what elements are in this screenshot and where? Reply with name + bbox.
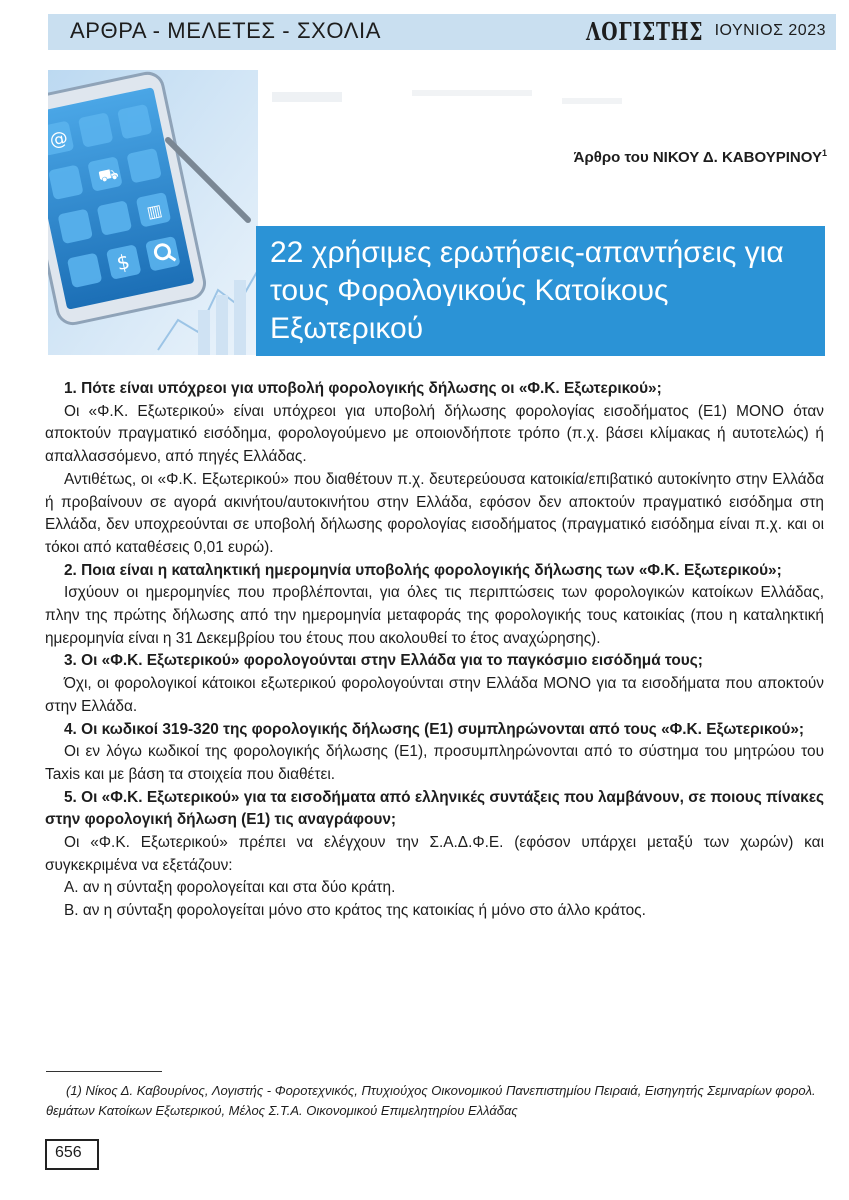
question-paragraph: 3. Οι «Φ.Κ. Εξωτερικού» φορολογούνται στην Ελλάδα για το παγκόσμιο εισόδημά τους; xyxy=(64,652,703,670)
answer-paragraph: Οι «Φ.Κ. Εξωτερικού» πρέπει να ελέγχουν την Σ.Α.Δ.Φ.Ε. (εφόσον υπάρχει μεταξύ των χωρών) και συγκεκριμένα να εξετάζουν: xyxy=(45,834,824,874)
footnote: (1) Νίκος Δ. Καβουρίνος, Λογιστής - Φοροτεχνικός, Πτυχιούχος Οικονομικού Πανεπιστημίου Πειραιά, Εισηγητής Σεμιναρίων φορολ. θεμάτων Κατοίκων Εξωτερικού, Μέλος Σ.Τ.Α. Οικονομικού Επιμελητηρίου Ελλάδας xyxy=(46,1083,816,1118)
faint-background-texture xyxy=(262,80,832,130)
section-title: ΑΡΘΡΑ - ΜΕΛΕΤΕΣ - ΣΧΟΛΙΑ xyxy=(70,18,382,43)
article-title-box xyxy=(256,226,825,356)
answer-paragraph: Β. αν η σύνταξη φορολογείται μόνο στο κράτος της κατοικίας ή μόνο στο άλλο κράτος. xyxy=(64,902,646,920)
page-number: 656 xyxy=(55,1144,82,1161)
at-icon: @ xyxy=(48,127,70,152)
smartphone-finance-image xyxy=(48,70,258,355)
magazine-logo: ΛΟΓΙΣΤΗΣ xyxy=(586,17,704,46)
chart-icon: ▥ xyxy=(144,200,164,222)
page-number-box xyxy=(45,1139,99,1170)
article-body xyxy=(45,378,824,923)
question-paragraph: 2. Ποια είναι η καταληκτική ημερομηνία υποβολής φορολογικής δήλωσης των «Φ.Κ. Εξωτερικού»; xyxy=(64,561,782,579)
question-paragraph: 5. Οι «Φ.Κ. Εξωτερικού» για τα εισοδήματα από ελληνικές συντάξεις που λαμβάνουν, σε ποιους πίνακες στην φορολογική δήλωση (Ε1) τις αναγράφουν; xyxy=(45,788,824,829)
cart-icon: ⛟ xyxy=(96,163,121,187)
running-header xyxy=(48,14,836,50)
article-byline xyxy=(574,148,827,166)
byline-text: Άρθρο του ΝΙΚΟΥ Δ. ΚΑΒΟΥΡΙΝΟΥ xyxy=(573,149,822,166)
answer-paragraph: Όχι, οι φορολογικοί κάτοικοι εξωτερικού φορολογούνται στην Ελλάδα ΜΟΝΟ για τα εισοδήματα που αποκτούν στην Ελλάδα. xyxy=(45,675,824,715)
footnote-separator xyxy=(46,1071,162,1072)
article-title: 22 χρήσιμες ερωτήσεις-απαντήσεις για τους Φορολογικούς Κατοίκους Εξωτερικού xyxy=(270,236,784,345)
answer-paragraph: Α. αν η σύνταξη φορολογείται και στα δύο κράτη. xyxy=(64,879,396,897)
dollar-icon: $ xyxy=(114,249,132,276)
answer-paragraph: Ισχύουν οι ημερομηνίες που προβλέπονται, για όλες τις περιπτώσεις των φορολογικών κατοίκων Ελλάδας, πλην της πρώτης δήλωσης από την ημερομηνία μεταφοράς της φορολογικής τους κατοικίας (που η καταληκτική ημερομηνία είναι η 31 Δεκεμβρίου του έτους που ακολουθεί το έτος αναχώρησης). xyxy=(45,584,824,647)
question-paragraph: 4. Οι κωδικοί 319-320 της φορολογικής δήλωσης (Ε1) συμπληρώνονται από τους «Φ.Κ. Εξωτερικού»; xyxy=(64,720,805,738)
article-illustration xyxy=(48,70,258,355)
issue-date: ΙΟΥΝΙΟΣ 2023 xyxy=(714,22,826,39)
question-paragraph: 1. Πότε είναι υπόχρεοι για υποβολή φορολογικής δήλωσης οι «Φ.Κ. Εξωτερικού»; xyxy=(64,380,662,397)
byline-footnote-ref: 1 xyxy=(821,148,827,158)
answer-paragraph: Οι εν λόγω κωδικοί της φορολογικής δήλωσης (Ε1), προσυμπληρώνονται από το σύστημα του μητρώου του Taxis και με βάση τα στοιχεία που διαθέτει. xyxy=(45,743,824,783)
answer-paragraph: Αντιθέτως, οι «Φ.Κ. Εξωτερικού» που διαθέτουν π.χ. δευτερεύουσα κατοικία/επιβατικό αυτοκίνητο στην Ελλάδα ή προβαίνουν σε αγορά ακινήτου/αυτοκινήτου στην Ελλάδα, εφόσον δεν αποκτούν πραγματικό εισόδημα στη Ελλάδα, δεν υποχρεούνται σε υποβολή δήλωσης φορολογίας εισοδήματος (πραγματικό εισόδημα είναι π.χ. και οι τόκοι από καταθέσεις 0,01 ευρώ). xyxy=(45,470,824,556)
answer-paragraph: Οι «Φ.Κ. Εξωτερικού» είναι υπόχρεοι για υποβολή δήλωσης φορολογίας εισοδήματος (Ε1) ΜΟΝΟ όταν αποκτούν πραγματικό εισόδημα, φορολογούμενο με οποιονδήποτε τρόπο (π.χ. βάσει κλίμακας ή αυτοτελώς) ή απαλλασσόμενο, από πηγές Ελλάδας. xyxy=(45,402,824,466)
